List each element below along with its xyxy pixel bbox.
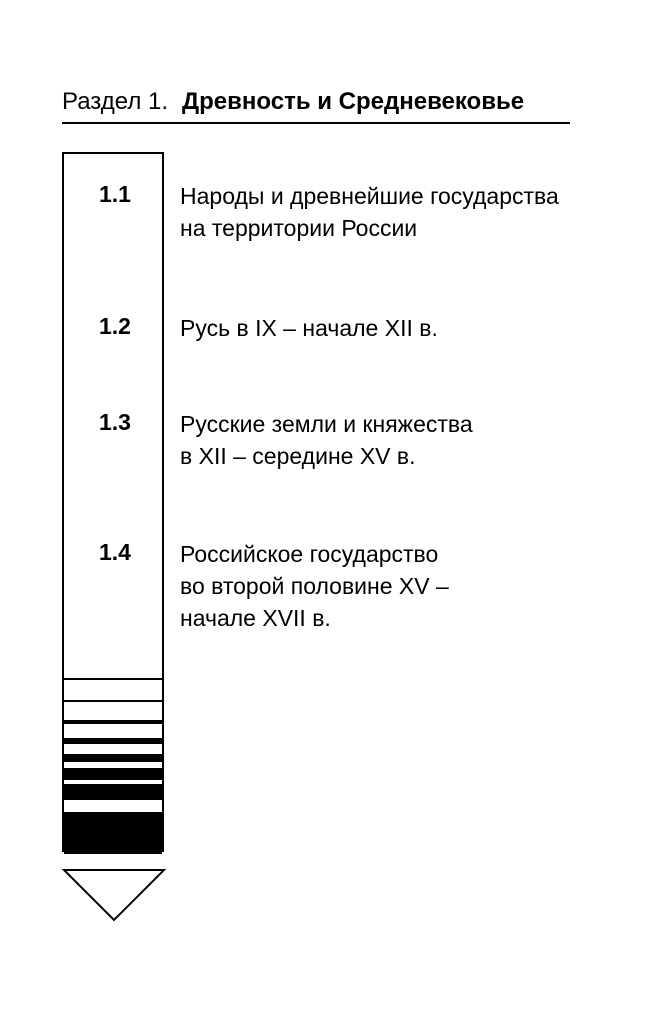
timeline-column (62, 152, 164, 852)
section-label: Раздел 1. (62, 88, 169, 115)
timeline-stripe (64, 700, 162, 702)
section-title-text (180, 312, 600, 344)
section-title-line: во второй половине XV – (180, 573, 449, 599)
section-title-line: Русские земли и княжества (180, 411, 473, 437)
timeline-stripe (64, 738, 162, 744)
section-number: 1.2 (99, 313, 131, 339)
section-number: 1.3 (99, 409, 131, 435)
section-title: Древность и Средневековье (182, 88, 525, 115)
section-title-text (180, 538, 600, 634)
section-title-line: Русь в IX – начале XII в. (180, 315, 438, 341)
section-number: 1.1 (99, 181, 131, 207)
timeline-stripe (64, 768, 162, 780)
section-title-line: на территории России (180, 215, 418, 241)
down-arrow-icon (62, 868, 166, 924)
timeline-stripe (64, 784, 162, 800)
section-title-line: начале XVII в. (180, 605, 331, 631)
section-header (62, 86, 570, 118)
timeline-stripe (64, 678, 162, 680)
timeline-stripe (64, 754, 162, 762)
section-title-text (180, 180, 600, 244)
header-divider (62, 122, 570, 124)
section-title-line: Народы и древнейшие государства (180, 183, 559, 209)
section-title-line: в XII – середине XV в. (180, 443, 416, 469)
section-title-line: Российское государство (180, 541, 439, 567)
section-number: 1.4 (99, 539, 131, 565)
timeline-stripe (64, 720, 162, 724)
timeline-stripe (64, 812, 162, 854)
section-title-text (180, 408, 600, 472)
